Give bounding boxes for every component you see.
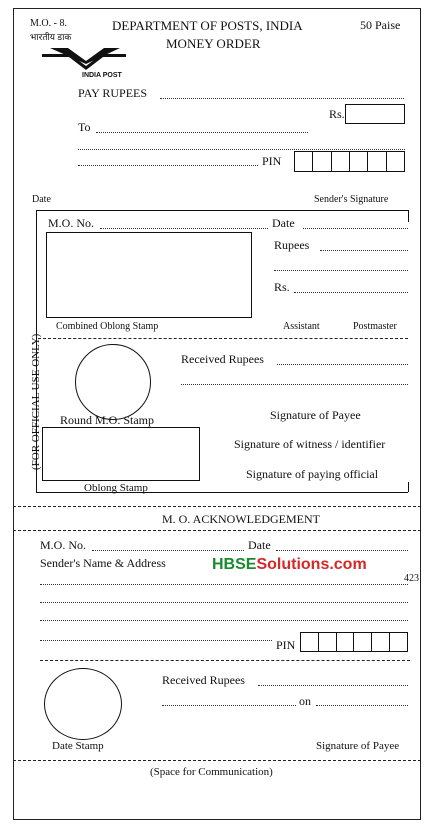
to-line-2[interactable]	[78, 149, 405, 150]
oblong-stamp-box	[42, 427, 200, 481]
official-use-side-label: (FOR OFFICIAL USE ONLY)	[30, 333, 42, 470]
rupees-line[interactable]	[320, 250, 408, 251]
ack-received-line-2[interactable]	[162, 705, 296, 706]
communication-label: (Space for Communication)	[150, 766, 273, 778]
official-right-tick	[408, 210, 409, 222]
mo-no-label: M.O. No.	[48, 216, 95, 230]
watermark-prefix: HBSE	[212, 556, 257, 573]
ack-pin-label: PIN	[276, 638, 296, 652]
ack-address-line-1[interactable]	[40, 584, 408, 585]
signature-payee-label: Signature of Payee	[270, 408, 361, 422]
combined-stamp-label: Combined Oblong Stamp	[56, 321, 159, 332]
official-date-label: Date	[272, 216, 295, 230]
ack-mo-no-line[interactable]	[92, 550, 244, 551]
ack-address-line-3[interactable]	[40, 620, 408, 621]
logo-text: INDIA POST	[82, 72, 122, 79]
round-stamp-label: Round M.O. Stamp	[60, 413, 155, 427]
received-rupees-line-2[interactable]	[181, 384, 408, 385]
dept-title: DEPARTMENT OF POSTS, INDIA	[112, 18, 303, 33]
pin-input-boxes[interactable]	[294, 151, 405, 172]
pin-label: PIN	[262, 154, 282, 168]
combined-stamp-box	[46, 232, 252, 318]
ack-pin-boxes[interactable]	[300, 632, 408, 652]
official-rs-label: Rs.	[274, 280, 290, 294]
ack-received-line[interactable]	[258, 685, 408, 686]
to-line-3[interactable]	[78, 165, 258, 166]
ack-date-line[interactable]	[276, 550, 408, 551]
assistant-label: Assistant	[283, 321, 320, 332]
ack-received-rupees: Received Rupees	[162, 673, 245, 687]
pay-rupees-line[interactable]	[160, 98, 404, 99]
oblong-stamp-label: Oblong Stamp	[84, 482, 148, 494]
rs-label: Rs.	[329, 107, 345, 121]
date-stamp-label: Date Stamp	[52, 740, 104, 752]
ack-mo-no-label: M.O. No.	[40, 538, 87, 552]
communication-dashed	[13, 760, 421, 761]
ack-top-dashed	[13, 506, 421, 507]
postmaster-label: Postmaster	[353, 321, 397, 332]
sender-signature-label: Sender's Signature	[314, 194, 389, 205]
official-top-border	[36, 210, 408, 211]
official-dashed-divider	[38, 338, 408, 339]
official-rs-line[interactable]	[294, 292, 408, 293]
ack-sender-label: Sender's Name & Address	[40, 556, 166, 570]
ack-address-line-2[interactable]	[40, 602, 408, 603]
ack-signature-payee: Signature of Payee	[316, 740, 400, 752]
ack-address-line-4[interactable]	[40, 640, 272, 641]
signature-witness-label: Signature of witness / identifier	[234, 437, 386, 451]
form-title: MONEY ORDER	[166, 36, 261, 51]
date-stamp-circle	[44, 668, 122, 740]
ack-title: M. O. ACKNOWLEDGEMENT	[162, 512, 320, 526]
ack-number: 423	[404, 573, 419, 584]
ack-date-label: Date	[248, 538, 271, 552]
watermark-suffix: Solutions.com	[256, 556, 367, 573]
to-label: To	[78, 120, 91, 134]
round-stamp-circle	[75, 344, 151, 420]
form-code: M.O. - 8.	[30, 18, 67, 29]
hindi-dept: भारतीय डाक	[30, 32, 72, 42]
sender-date-label: Date	[32, 194, 51, 205]
price: 50 Paise	[360, 18, 401, 32]
ack-on-line[interactable]	[316, 705, 408, 706]
received-rupees-line[interactable]	[277, 364, 408, 365]
official-right-tick-bottom	[408, 482, 409, 492]
mo-no-line[interactable]	[100, 228, 268, 229]
rs-amount-box[interactable]	[345, 104, 405, 124]
rupees-label: Rupees	[274, 238, 310, 252]
ack-dashed-divider	[40, 660, 410, 661]
ack-on-label: on	[299, 694, 311, 708]
ack-title-dashed	[13, 530, 421, 531]
signature-official-label: Signature of paying official	[246, 467, 379, 481]
to-line-1[interactable]	[96, 132, 308, 133]
official-date-line[interactable]	[303, 228, 408, 229]
received-rupees-label: Received Rupees	[181, 352, 264, 366]
pay-rupees-label: PAY RUPEES	[78, 86, 148, 100]
rupees-line-2[interactable]	[274, 270, 408, 271]
watermark	[212, 556, 367, 574]
